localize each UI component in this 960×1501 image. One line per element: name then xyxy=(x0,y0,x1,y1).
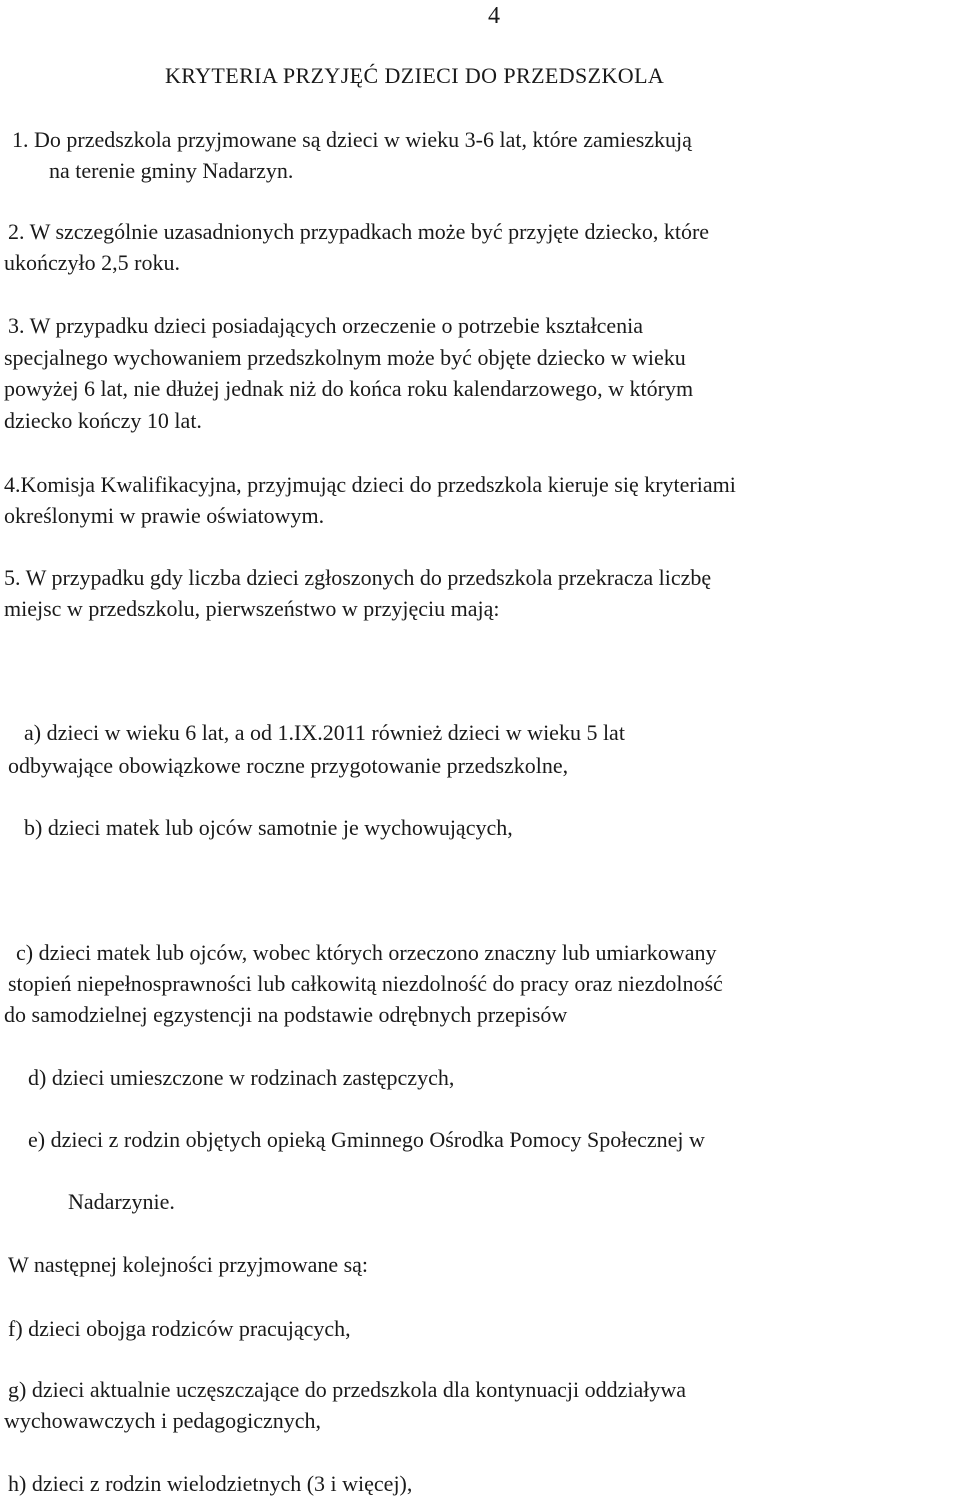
item-c-line-3: do samodzielnej egzystencji na podstawie odrębnych przepisów xyxy=(4,1002,568,1027)
item-e-line-2: Nadarzynie. xyxy=(68,1189,175,1214)
paragraph-3-line-2: specjalnego wychowaniem przedszkolnym może być objęte dziecko w wieku xyxy=(4,345,686,370)
next-order-heading: W następnej kolejności przyjmowane są: xyxy=(8,1252,369,1277)
paragraph-5-line-2: miejsc w przedszkolu, pierwszeństwo w przyjęciu mają: xyxy=(4,596,500,621)
item-e-line-1: e) dzieci z rodzin objętych opieką Gminnego Ośrodka Pomocy Społecznej w xyxy=(28,1127,705,1152)
paragraph-1-line-1: 1. Do przedszkola przyjmowane są dzieci w wieku 3-6 lat, które zamieszkują xyxy=(12,127,692,152)
item-d: d) dzieci umieszczone w rodzinach zastępczych, xyxy=(28,1065,455,1090)
item-g-line-2: wychowawczych i pedagogicznych, xyxy=(4,1408,322,1433)
page-number: 4 xyxy=(488,3,500,29)
paragraph-4-line-2: określonymi w prawie oświatowym. xyxy=(4,503,325,528)
item-b: b) dzieci matek lub ojców samotnie je wychowujących, xyxy=(24,815,513,840)
paragraph-2-line-2: ukończyło 2,5 roku. xyxy=(4,250,180,275)
item-c-line-1: c) dzieci matek lub ojców, wobec których orzeczono znaczny lub umiarkowany xyxy=(16,940,717,965)
item-h: h) dzieci z rodzin wielodzietnych (3 i więcej), xyxy=(8,1471,413,1496)
paragraph-3-line-4: dziecko kończy 10 lat. xyxy=(4,408,202,433)
paragraph-4-line-1: 4.Komisja Kwalifikacyjna, przyjmując dzieci do przedszkola kieruje się kryteriami xyxy=(4,472,736,497)
item-a-line-1: a) dzieci w wieku 6 lat, a od 1.IX.2011 również dzieci w wieku 5 lat xyxy=(24,720,625,745)
paragraph-3-line-3: powyżej 6 lat, nie dłużej jednak niż do końca roku kalendarzowego, w którym xyxy=(4,376,694,401)
item-g-line-1: g) dzieci aktualnie uczęszczające do przedszkola dla kontynuacji oddziaływa xyxy=(8,1377,687,1402)
item-a-line-2: odbywające obowiązkowe roczne przygotowanie przedszkolne, xyxy=(8,753,569,778)
paragraph-2-line-1: 2. W szczególnie uzasadnionych przypadkach może być przyjęte dziecko, które xyxy=(8,219,710,244)
item-c-line-2: stopień niepełnosprawności lub całkowitą niezdolność do pracy oraz niezdolność xyxy=(8,971,723,996)
item-f: f) dzieci obojga rodziców pracujących, xyxy=(8,1316,351,1341)
paragraph-3-line-1: 3. W przypadku dzieci posiadających orzeczenie o potrzebie kształcenia xyxy=(8,313,644,338)
paragraph-5-line-1: 5. W przypadku gdy liczba dzieci zgłoszonych do przedszkola przekracza liczbę xyxy=(4,565,712,590)
page-title: KRYTERIA PRZYJĘĆ DZIECI DO PRZEDSZKOLA xyxy=(165,63,665,88)
paragraph-1-line-2: na terenie gminy Nadarzyn. xyxy=(49,158,294,183)
